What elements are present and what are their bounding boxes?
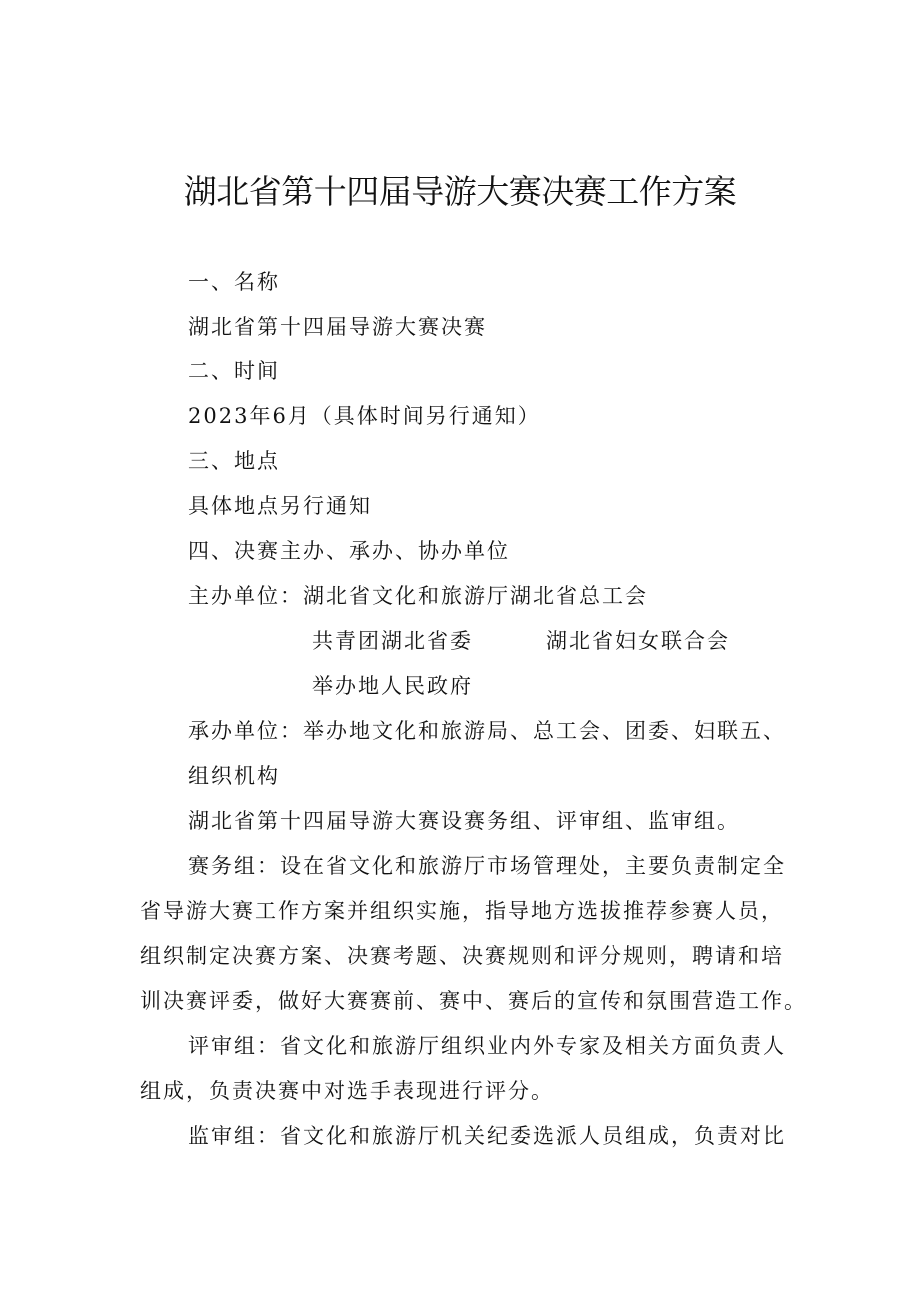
section-heading-name: 一、名称 [188, 270, 280, 294]
paragraph-affairs-group-line-2: 省导游大赛工作方案并组织实施，指导地方选拔推荐参赛人员， [140, 899, 784, 923]
section-heading-organizers: 四、决赛主办、承办、协办单位 [188, 539, 510, 563]
paragraph-name: 湖北省第十四届导游大赛决赛 [188, 315, 487, 339]
paragraph-organization-intro: 湖北省第十四届导游大赛设赛务组、评审组、监审组。 [188, 809, 740, 833]
paragraph-affairs-group-line-3: 组织制定决赛方案、决赛考题、决赛规则和评分规则，聘请和培 [140, 944, 784, 968]
paragraph-supervision-group-line-1: 监审组：省文化和旅游厅机关纪委选派人员组成，负责对比 [188, 1124, 786, 1148]
section-heading-organization: 组织机构 [188, 764, 280, 788]
paragraph-organizing-units: 承办单位：举办地文化和旅游局、总工会、团委、妇联五、 [188, 719, 786, 743]
paragraph-time: 2023年6月（具体时间另行通知） [188, 404, 541, 428]
paragraph-affairs-group-line-4: 训决赛评委，做好大赛赛前、赛中、赛后的宣传和氛围营造工作。 [140, 989, 807, 1013]
section-heading-time: 二、时间 [188, 359, 280, 383]
host-unit-local-government: 举办地人民政府 [312, 674, 473, 698]
paragraph-affairs-group-line-1: 赛务组：设在省文化和旅游厅市场管理处，主要负责制定全 [188, 854, 786, 878]
host-unit-womens-federation: 湖北省妇女联合会 [546, 629, 730, 653]
paragraph-review-group-line-2: 组成，负责决赛中对选手表现进行评分。 [140, 1079, 554, 1103]
paragraph-review-group-line-1: 评审组：省文化和旅游厅组织业内外专家及相关方面负责人 [188, 1034, 786, 1058]
document-title: 湖北省第十四届导游大赛决赛工作方案 [183, 172, 737, 211]
host-unit-youth-league: 共青团湖北省委 [312, 629, 473, 653]
section-heading-location: 三、地点 [188, 449, 280, 473]
paragraph-location: 具体地点另行通知 [188, 494, 372, 518]
paragraph-host-units: 主办单位：湖北省文化和旅游厅湖北省总工会 [188, 584, 648, 608]
